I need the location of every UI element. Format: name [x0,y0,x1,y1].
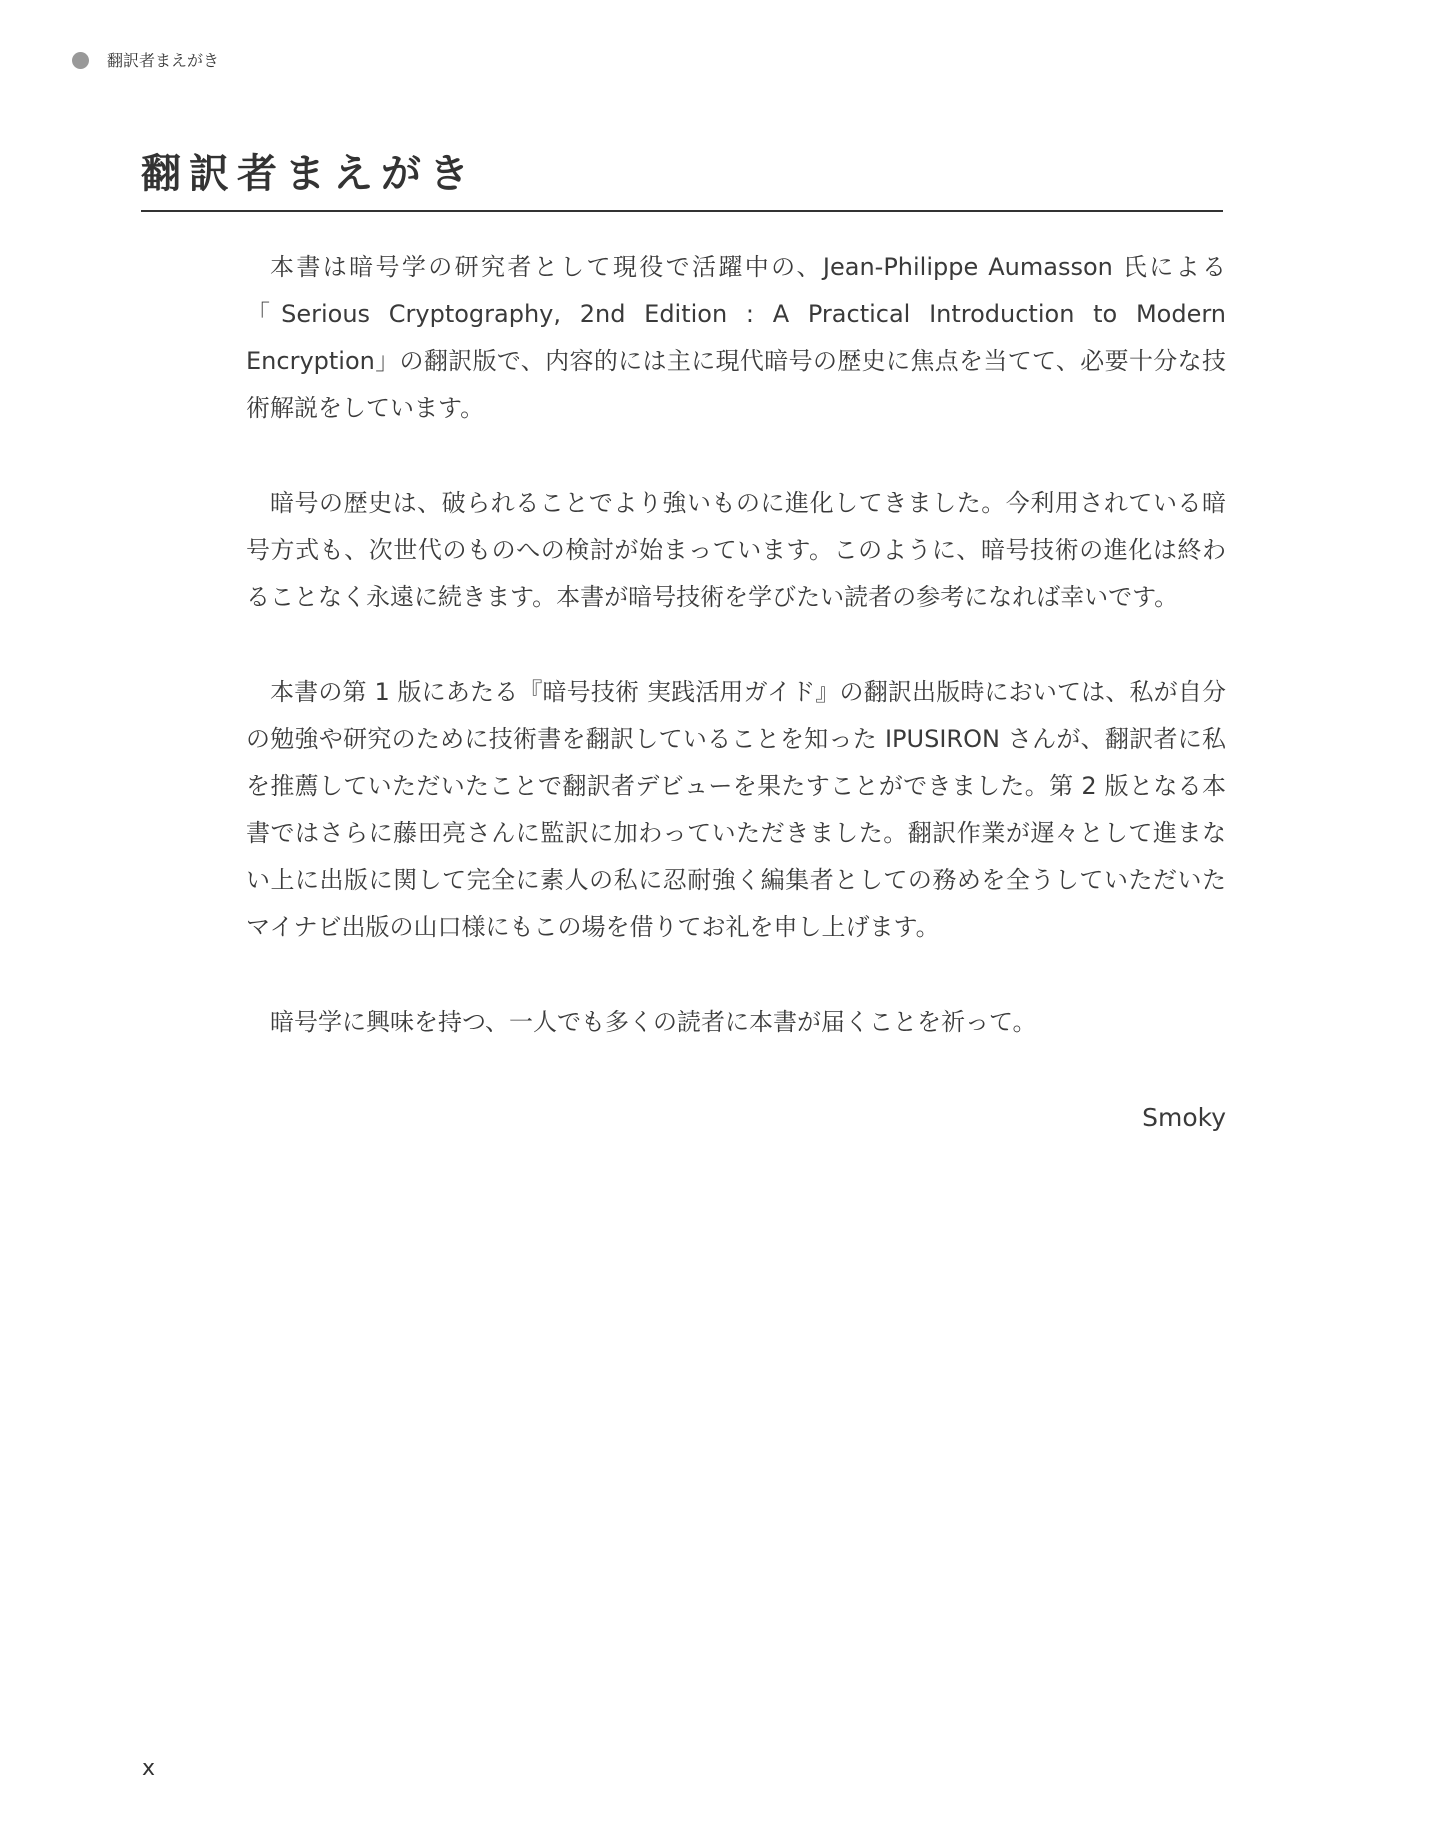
body-text [246,244,1226,1141]
chapter-title: 翻訳者まえがき [141,150,1223,212]
paragraph-2: 暗号の歴史は、破られることでより強いものに進化してきました。今利用されている暗号方式も、次世代のものへの検討が始まっています。このように、暗号技術の進化は終わることなく永遠に続きます。本書が暗号技術を学びたい読者の参考になれば幸いです。 [246,489,1226,611]
page-number: x [142,1756,156,1781]
paragraph-3: 本書の第 1 版にあたる『暗号技術 実践活用ガイド』の翻訳出版時においては、私が自分の勉強や研究のために技術書を翻訳していることを知った IPUSIRON さんが、翻訳者に私を推薦していただいたことで翻訳者デビューを果たすことができました。第 2 版となる本書ではさらに藤田亮さんに監訳に加わっていただきました。翻訳作業が遅々として進まない上に出版に関して完全に素人の私に忍耐強く編集者としての務めを全うしていただいたマイナビ出版の山口様にもこの場を借りてお礼を申し上げます。 [246,678,1226,941]
paragraph-4: 暗号学に興味を持つ、一人でも多くの読者に本書が届くことを祈って。 [270,1008,1037,1036]
header-bullet-icon [72,52,89,69]
running-header [72,52,219,69]
running-header-text: 翻訳者まえがき [107,50,220,70]
translator-signature: Smoky [1142,1103,1226,1132]
paragraph-1: 本書は暗号学の研究者として現役で活躍中の、Jean-Philippe Aumasson 氏による「Serious Cryptography, 2nd Edition : A Practical Introduction to Modern Encryption」の翻訳版で、内容的には主に現代暗号の歴史に焦点を当てて、必要十分な技術解説をしています。 [246,253,1226,422]
